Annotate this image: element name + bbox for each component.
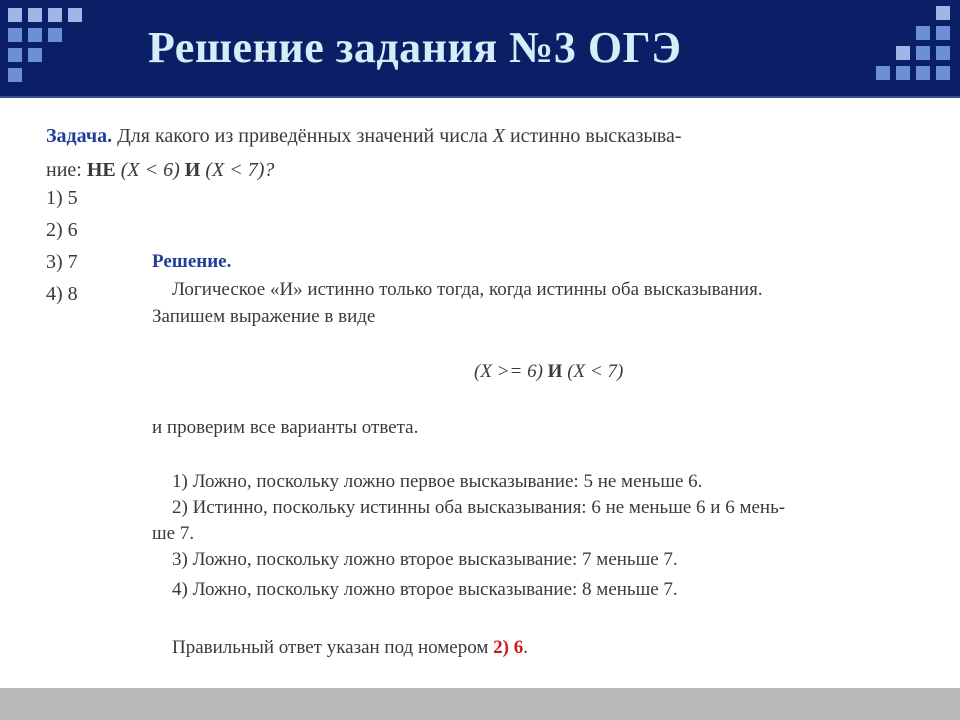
slide-title: Решение задания №3 ОГЭ [148,23,682,72]
task-line2-start: ние: [46,159,87,181]
answer-option: 3) 7 [46,251,78,273]
header-divider [0,96,960,98]
task-and-keyword: И [184,159,201,181]
answer-option: 1) 5 [46,187,78,209]
task-line-2 [46,158,274,182]
expr-and: И [547,361,563,382]
task-expr-1: (X < 6) [115,159,185,181]
slide-header [0,0,960,96]
answer-option: 2) 6 [46,219,78,241]
expr-part-a: (X >= 6) [474,361,548,382]
task-not-keyword: НЕ [86,159,116,181]
task-var-x: X [492,125,505,147]
task-text-1-end: истинно высказыва- [504,125,682,147]
task-text-1: Для какого из приведённых значений числа [112,125,493,147]
answer-value: 2) 6 [493,637,524,658]
solution-expression [474,360,623,384]
answer-prefix: Правильный ответ указан под номером [172,637,494,658]
solution-item: 2) Истинно, поскольку истинны оба высказывания: 6 не меньше 6 и 6 мень- [172,497,786,518]
answer-option: 4) 8 [46,283,78,305]
task-label: Задача. [46,125,113,147]
answer-line [172,636,528,660]
footer-bar [0,688,960,720]
solution-item: 1) Ложно, поскольку ложно первое высказывание: 5 не меньше 6. [172,471,703,492]
solution-item: 3) Ложно, поскольку ложно второе высказывание: 7 меньше 7. [172,549,678,570]
task-expr-2: (X < 7)? [200,159,275,181]
solution-item: 4) Ложно, поскольку ложно второе высказывание: 8 меньше 7. [172,579,678,600]
solution-line-1: Логическое «И» истинно только тогда, когда истинны оба высказывания. [172,279,763,300]
solution-line-2: Запишем выражение в виде [152,306,376,327]
solution-heading: Решение. [152,251,232,272]
solution-item: ше 7. [152,523,195,544]
expr-part-b: (X < 7) [562,361,624,382]
task-line-1 [46,124,682,148]
answer-suffix: . [523,637,528,658]
check-line: и проверим все варианты ответа. [152,417,419,438]
